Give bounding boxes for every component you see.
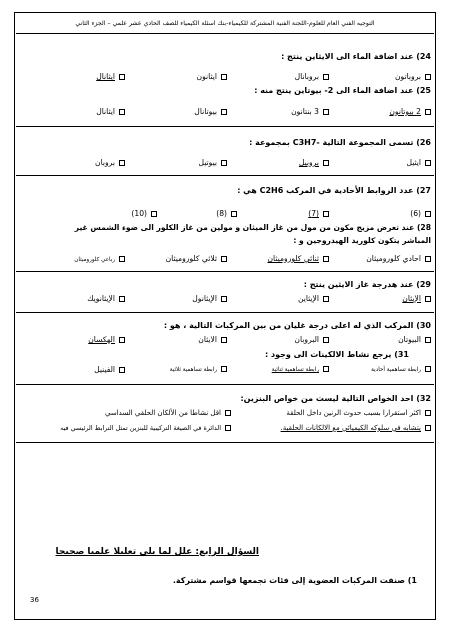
checkbox[interactable] [425,160,431,166]
checkbox[interactable] [221,256,227,262]
q27-option-a[interactable]: (6) [410,209,431,219]
checkbox[interactable] [119,74,125,80]
checkbox[interactable] [221,74,227,80]
checkbox[interactable] [323,296,329,302]
checkbox[interactable] [221,366,227,372]
divider [16,271,434,272]
checkbox[interactable] [119,160,125,166]
q30-option-c[interactable]: الايثان [198,335,227,345]
checkbox[interactable] [425,425,431,431]
checkbox[interactable] [323,211,329,217]
q25-option-d[interactable]: ايثانال [96,107,125,117]
divider [16,384,434,385]
page-header: التوجيه الفني العام للعلوم-اللجنة الفنية المشتركة للكيمياء-بنك أسئلة الكيمياء للصف الحادي عشر علمي – الجزء الثاني [75,20,375,27]
checkbox[interactable] [119,109,125,115]
section-4-item-1: 1) صنفت المركبات العضوية إلى فئات تجمعها قواسم مشتركة. [172,576,417,585]
q24-option-b[interactable]: بروبانال [295,72,329,82]
q32-option-d[interactable]: الدائرة في الصيغة التركيبية للبنزين تمثل الترابط الرئيسي فيه [60,423,231,433]
page-border [14,12,436,620]
q30-option-a[interactable]: البيوتان [398,335,431,345]
question-26: 26) تسمى المجموعة التالية -C3H7 بمجموعة : [249,138,431,147]
checkbox[interactable] [221,160,227,166]
q25-option-c[interactable]: بيوتانال [194,107,227,117]
checkbox[interactable] [221,109,227,115]
q28-option-a[interactable]: احادي كلوروميثان [366,254,431,264]
q31-option-c[interactable]: رابطة تساهمية ثلاثية [170,365,227,375]
checkbox[interactable] [151,211,157,217]
q30-option-b[interactable]: البروبان [294,335,329,345]
q24-option-a[interactable]: بروباتون [395,72,431,82]
q29-option-a[interactable]: الإيثان [402,294,431,304]
q32-option-c[interactable]: يتشابه في سلوكه الكيميائي مع الالكانات الحلقية. [281,423,431,433]
q24-option-d[interactable]: ايثانال [96,72,125,82]
checkbox[interactable] [323,256,329,262]
question-30: 30) المركب الذي له اعلى درجة غليان من بين المركبات التالية ، هو : [163,321,431,330]
q32-option-b[interactable]: اقل نشاطا من الألكان الحلقي السداسي [105,408,231,418]
q28-option-d[interactable]: رباعي كلوروميثان [74,255,125,265]
q28-option-b[interactable]: ثنائي كلوروميثان [267,254,329,264]
q30-option-d[interactable]: الهكسان [88,335,125,345]
q28-option-c[interactable]: ثلاثي كلوروميثان [166,254,227,264]
checkbox[interactable] [221,337,227,343]
q29-option-c[interactable]: الإيثانول [192,294,227,304]
q29-option-b[interactable]: الإيثاين [298,294,329,304]
q29-option-d[interactable]: الإيثانويك [87,294,125,304]
q31-option-b[interactable]: رابطة تساهمية ثنائية [272,365,329,375]
q31-option-a[interactable]: رابطة تساهمية أحادية [371,365,431,375]
section-4-title: السؤال الرابع: علل لما يلي تعليلا علميا صحيحا [55,547,259,557]
question-24: 24) عند اضافة الماء الى الايثاين ينتج : [281,52,431,61]
q26-option-c[interactable]: بيوتيل [199,158,227,168]
question-28: 28) عند تعرض مزيج مكون من مول من غاز الميثان و مولين من غاز الكلور الى ضوء الشمس غير [74,223,431,232]
checkbox[interactable] [425,366,431,372]
question-29: 29) عند هدرجة غاز الايثين ينتج : [303,280,431,289]
page-number: 36 [30,596,39,604]
question-27: 27) عدد الروابط الأحادية في المركب C2H6 هي : [237,186,431,195]
q32-option-a[interactable]: اكثر استقرارا بسبب حدوث الرنين داخل الحلقة [286,408,431,418]
q26-option-a[interactable]: ايثيل [406,158,431,168]
checkbox[interactable] [323,160,329,166]
checkbox[interactable] [119,367,125,373]
question-28-line2: المباشر يتكون كلوريد الهيدروجين و : [293,236,431,245]
q26-option-b[interactable]: بروبيل [299,158,329,168]
checkbox[interactable] [425,256,431,262]
checkbox[interactable] [425,296,431,302]
q31-option-d[interactable]: الفينيل [94,365,125,375]
divider [16,126,434,127]
q26-option-d[interactable]: بروبان [95,158,125,168]
checkbox[interactable] [425,337,431,343]
question-31: 31) يرجع نشاط الالكينات الى وجود : [264,350,409,359]
checkbox[interactable] [323,366,329,372]
header-rule [16,33,434,34]
q27-option-c[interactable]: (8) [216,209,237,219]
checkbox[interactable] [425,211,431,217]
checkbox[interactable] [221,296,227,302]
checkbox[interactable] [323,109,329,115]
checkbox[interactable] [225,425,231,431]
checkbox[interactable] [323,337,329,343]
q27-option-b[interactable]: (7) [308,209,329,219]
checkbox[interactable] [119,296,125,302]
checkbox[interactable] [425,410,431,416]
checkbox[interactable] [119,337,125,343]
checkbox[interactable] [231,211,237,217]
q27-option-d[interactable]: (10) [131,209,157,219]
checkbox[interactable] [225,410,231,416]
question-32: 32) احد الخواص التالية ليست من خواص البنزين: [240,394,431,403]
q25-option-b[interactable]: 3 بنتانون [291,107,329,117]
checkbox[interactable] [323,74,329,80]
divider [16,442,434,443]
checkbox[interactable] [425,74,431,80]
divider [16,312,434,313]
q24-option-c[interactable]: ايثانون [197,72,227,82]
checkbox[interactable] [119,256,125,262]
divider [16,175,434,176]
question-25: 25) عند اضافة الماء الى 2- بيوتاين ينتج منه : [254,86,431,95]
q25-option-a[interactable]: 2 بيوتانون [389,107,431,117]
checkbox[interactable] [425,109,431,115]
